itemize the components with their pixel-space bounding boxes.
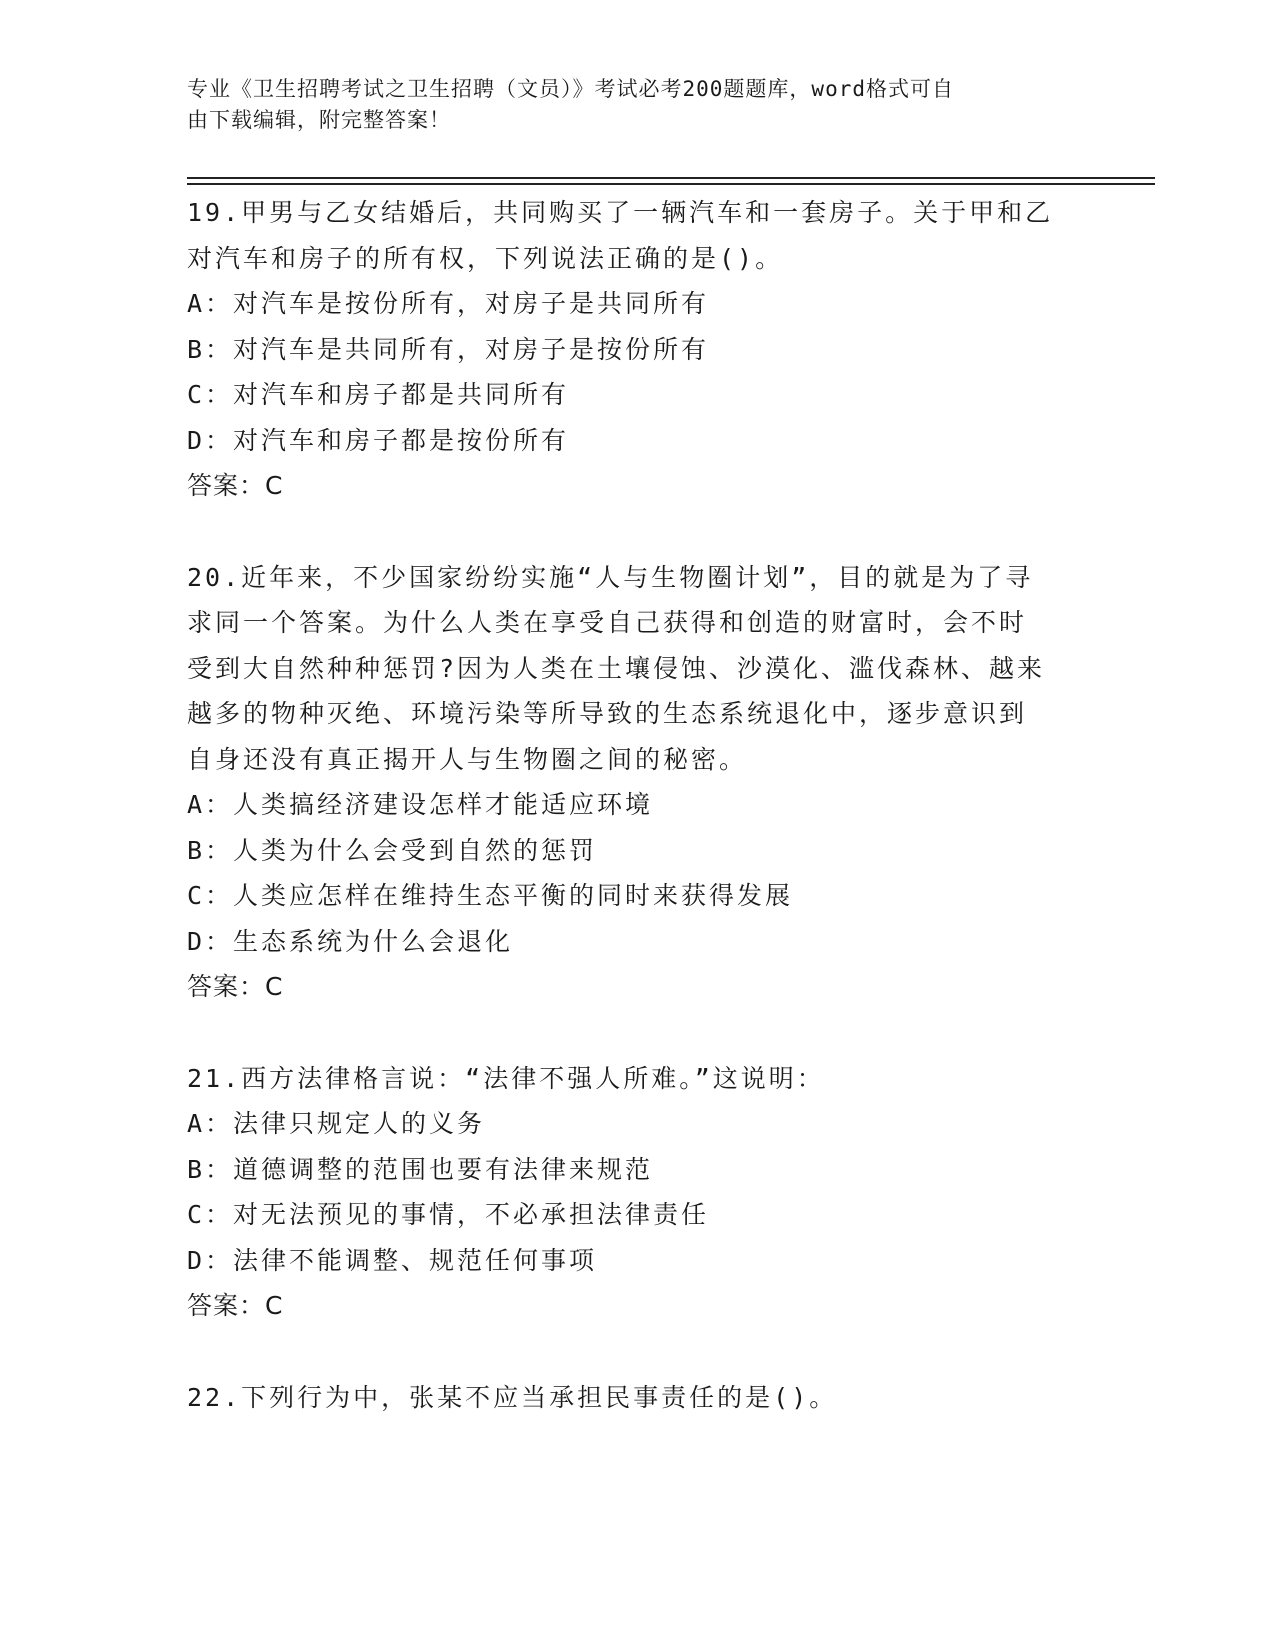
- question-20: [187, 555, 1087, 1010]
- option-d: D：生态系统为什么会退化: [187, 926, 514, 956]
- header-line-1: 专业《卫生招聘考试之卫生招聘（文员）》考试必考200题题库，word格式可自: [187, 77, 954, 101]
- answer: 答案：C: [187, 1291, 284, 1320]
- question-22: [187, 1375, 1087, 1421]
- question-stem-line: 21.西方法律格言说：“法律不强人所难。”这说明：: [187, 1063, 825, 1093]
- option-b: B：道德调整的范围也要有法律来规范: [187, 1154, 654, 1184]
- question-spacer: [187, 1010, 1087, 1056]
- question-stem-line: 20.近年来，不少国家纷纷实施“人与生物圈计划”，目的就是为了寻: [187, 562, 1034, 592]
- question-21: [187, 1056, 1087, 1329]
- option-c: C：对无法预见的事情，不必承担法律责任: [187, 1200, 710, 1229]
- option-b: B：对汽车是共同所有，对房子是按份所有: [187, 334, 710, 364]
- question-stem-line: 求同一个答案。为什么人类在享受自己获得和创造的财富时，会不时: [187, 608, 1028, 637]
- question-stem-line: 22.下列行为中，张某不应当承担民事责任的是()。: [187, 1382, 838, 1412]
- header-divider-bottom: [187, 183, 1155, 185]
- option-c: C：对汽车和房子都是共同所有: [187, 380, 570, 409]
- question-stem-line: 越多的物种灭绝、环境污染等所导致的生态系统退化中，逐步意识到: [187, 699, 1028, 728]
- question-stem-line: 自身还没有真正揭开人与生物圈之间的秘密。: [187, 744, 748, 774]
- header-divider-top: [187, 177, 1155, 179]
- option-a: A：对汽车是按份所有，对房子是共同所有: [187, 289, 710, 318]
- document-header: [187, 74, 1067, 136]
- option-b: B：人类为什么会受到自然的惩罚: [187, 835, 598, 865]
- question-spacer: [187, 1329, 1087, 1375]
- option-a: A：人类搞经济建设怎样才能适应环境: [187, 790, 654, 819]
- header-line-2: 由下载编辑，附完整答案！: [187, 108, 451, 132]
- question-19: [187, 190, 1087, 509]
- question-stem-line: 对汽车和房子的所有权，下列说法正确的是()。: [187, 243, 784, 273]
- option-a: A：法律只规定人的义务: [187, 1109, 486, 1138]
- question-spacer: [187, 509, 1087, 555]
- answer: 答案：C: [187, 471, 284, 500]
- question-stem-line: 受到大自然种种惩罚?因为人类在土壤侵蚀、沙漠化、滥伐森林、越来: [187, 653, 1046, 683]
- option-d: D：法律不能调整、规范任何事项: [187, 1245, 598, 1275]
- answer: 答案：C: [187, 972, 284, 1001]
- option-d: D：对汽车和房子都是按份所有: [187, 425, 570, 455]
- question-list: [187, 190, 1087, 1420]
- question-stem-line: 19.甲男与乙女结婚后，共同购买了一辆汽车和一套房子。关于甲和乙: [187, 198, 1054, 227]
- option-c: C：人类应怎样在维持生态平衡的同时来获得发展: [187, 881, 794, 910]
